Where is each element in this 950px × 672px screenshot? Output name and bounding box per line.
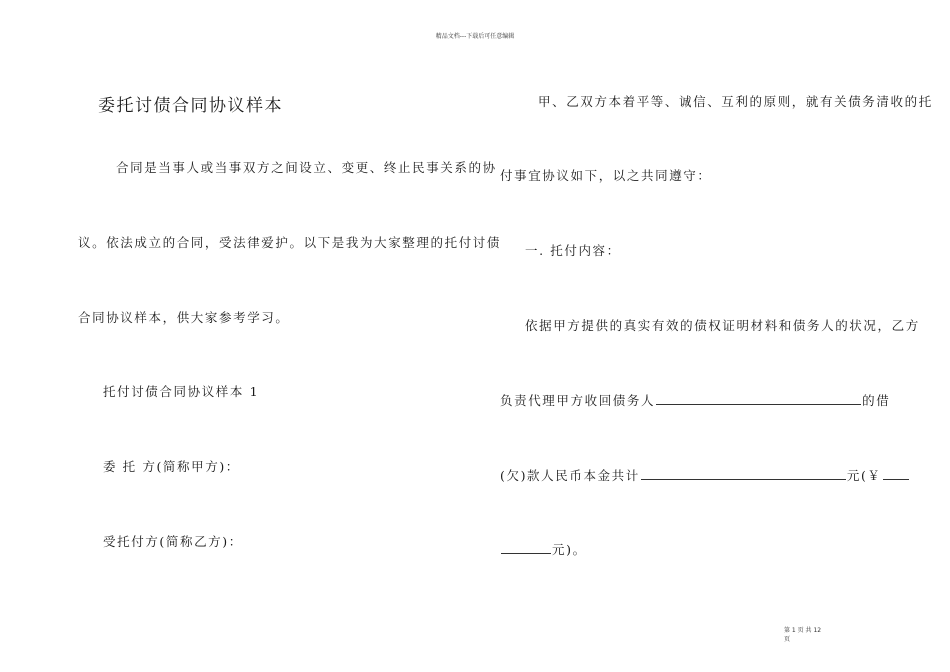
paragraph-line (500, 392, 890, 409)
paragraph-line: 付事宜协议如下，以之共同遵守： (500, 168, 712, 183)
amount-blank[interactable] (641, 467, 846, 480)
amount-suffix: 元(￥ (846, 468, 882, 483)
paragraph-line: 议。依法成立的合同，受法律爱护。以下是我为大家整理的托付讨债 (78, 235, 502, 250)
section-heading: 一. 托付内容： (525, 243, 621, 258)
amount-label: (欠)款人民币本金共计 (500, 468, 640, 483)
paragraph-line (500, 467, 910, 484)
party-b-label: 受托付方(简称乙方)： (103, 534, 243, 549)
paragraph-line: 合同协议样本，供大家参考学习。 (78, 310, 290, 325)
debtor-suffix: 的借 (862, 393, 891, 408)
amount-figure-blank[interactable] (883, 467, 909, 480)
party-a-label: 委 托 方(简称甲方)： (103, 459, 240, 474)
paragraph-line: 合同是当事人或当事双方之间设立、变更、终止民事关系的协 (116, 160, 497, 175)
page-number-line: 第 1 页 共 12 (784, 627, 822, 634)
paragraph-line: 甲、乙双方本着平等、诚信、互利的原则，就有关债务清收的托 (538, 94, 933, 109)
paragraph-line: 依据甲方提供的真实有效的债权证明材料和债务人的状况，乙方 (525, 318, 920, 333)
document-title: 委托讨债合同协议样本 (98, 96, 283, 116)
sample-heading: 托付讨债合同协议样本 1 (103, 384, 260, 399)
debtor-blank[interactable] (656, 392, 861, 405)
amount-close: 元)。 (552, 542, 587, 557)
paragraph-line (500, 541, 587, 558)
header-note: 精品文档---下载后可任意编辑 (435, 33, 515, 40)
page-number-line: 页 (784, 636, 791, 643)
amount-figure-blank-cont[interactable] (501, 541, 551, 554)
page-number (784, 626, 844, 644)
debtor-label: 负责代理甲方收回债务人 (500, 393, 656, 408)
